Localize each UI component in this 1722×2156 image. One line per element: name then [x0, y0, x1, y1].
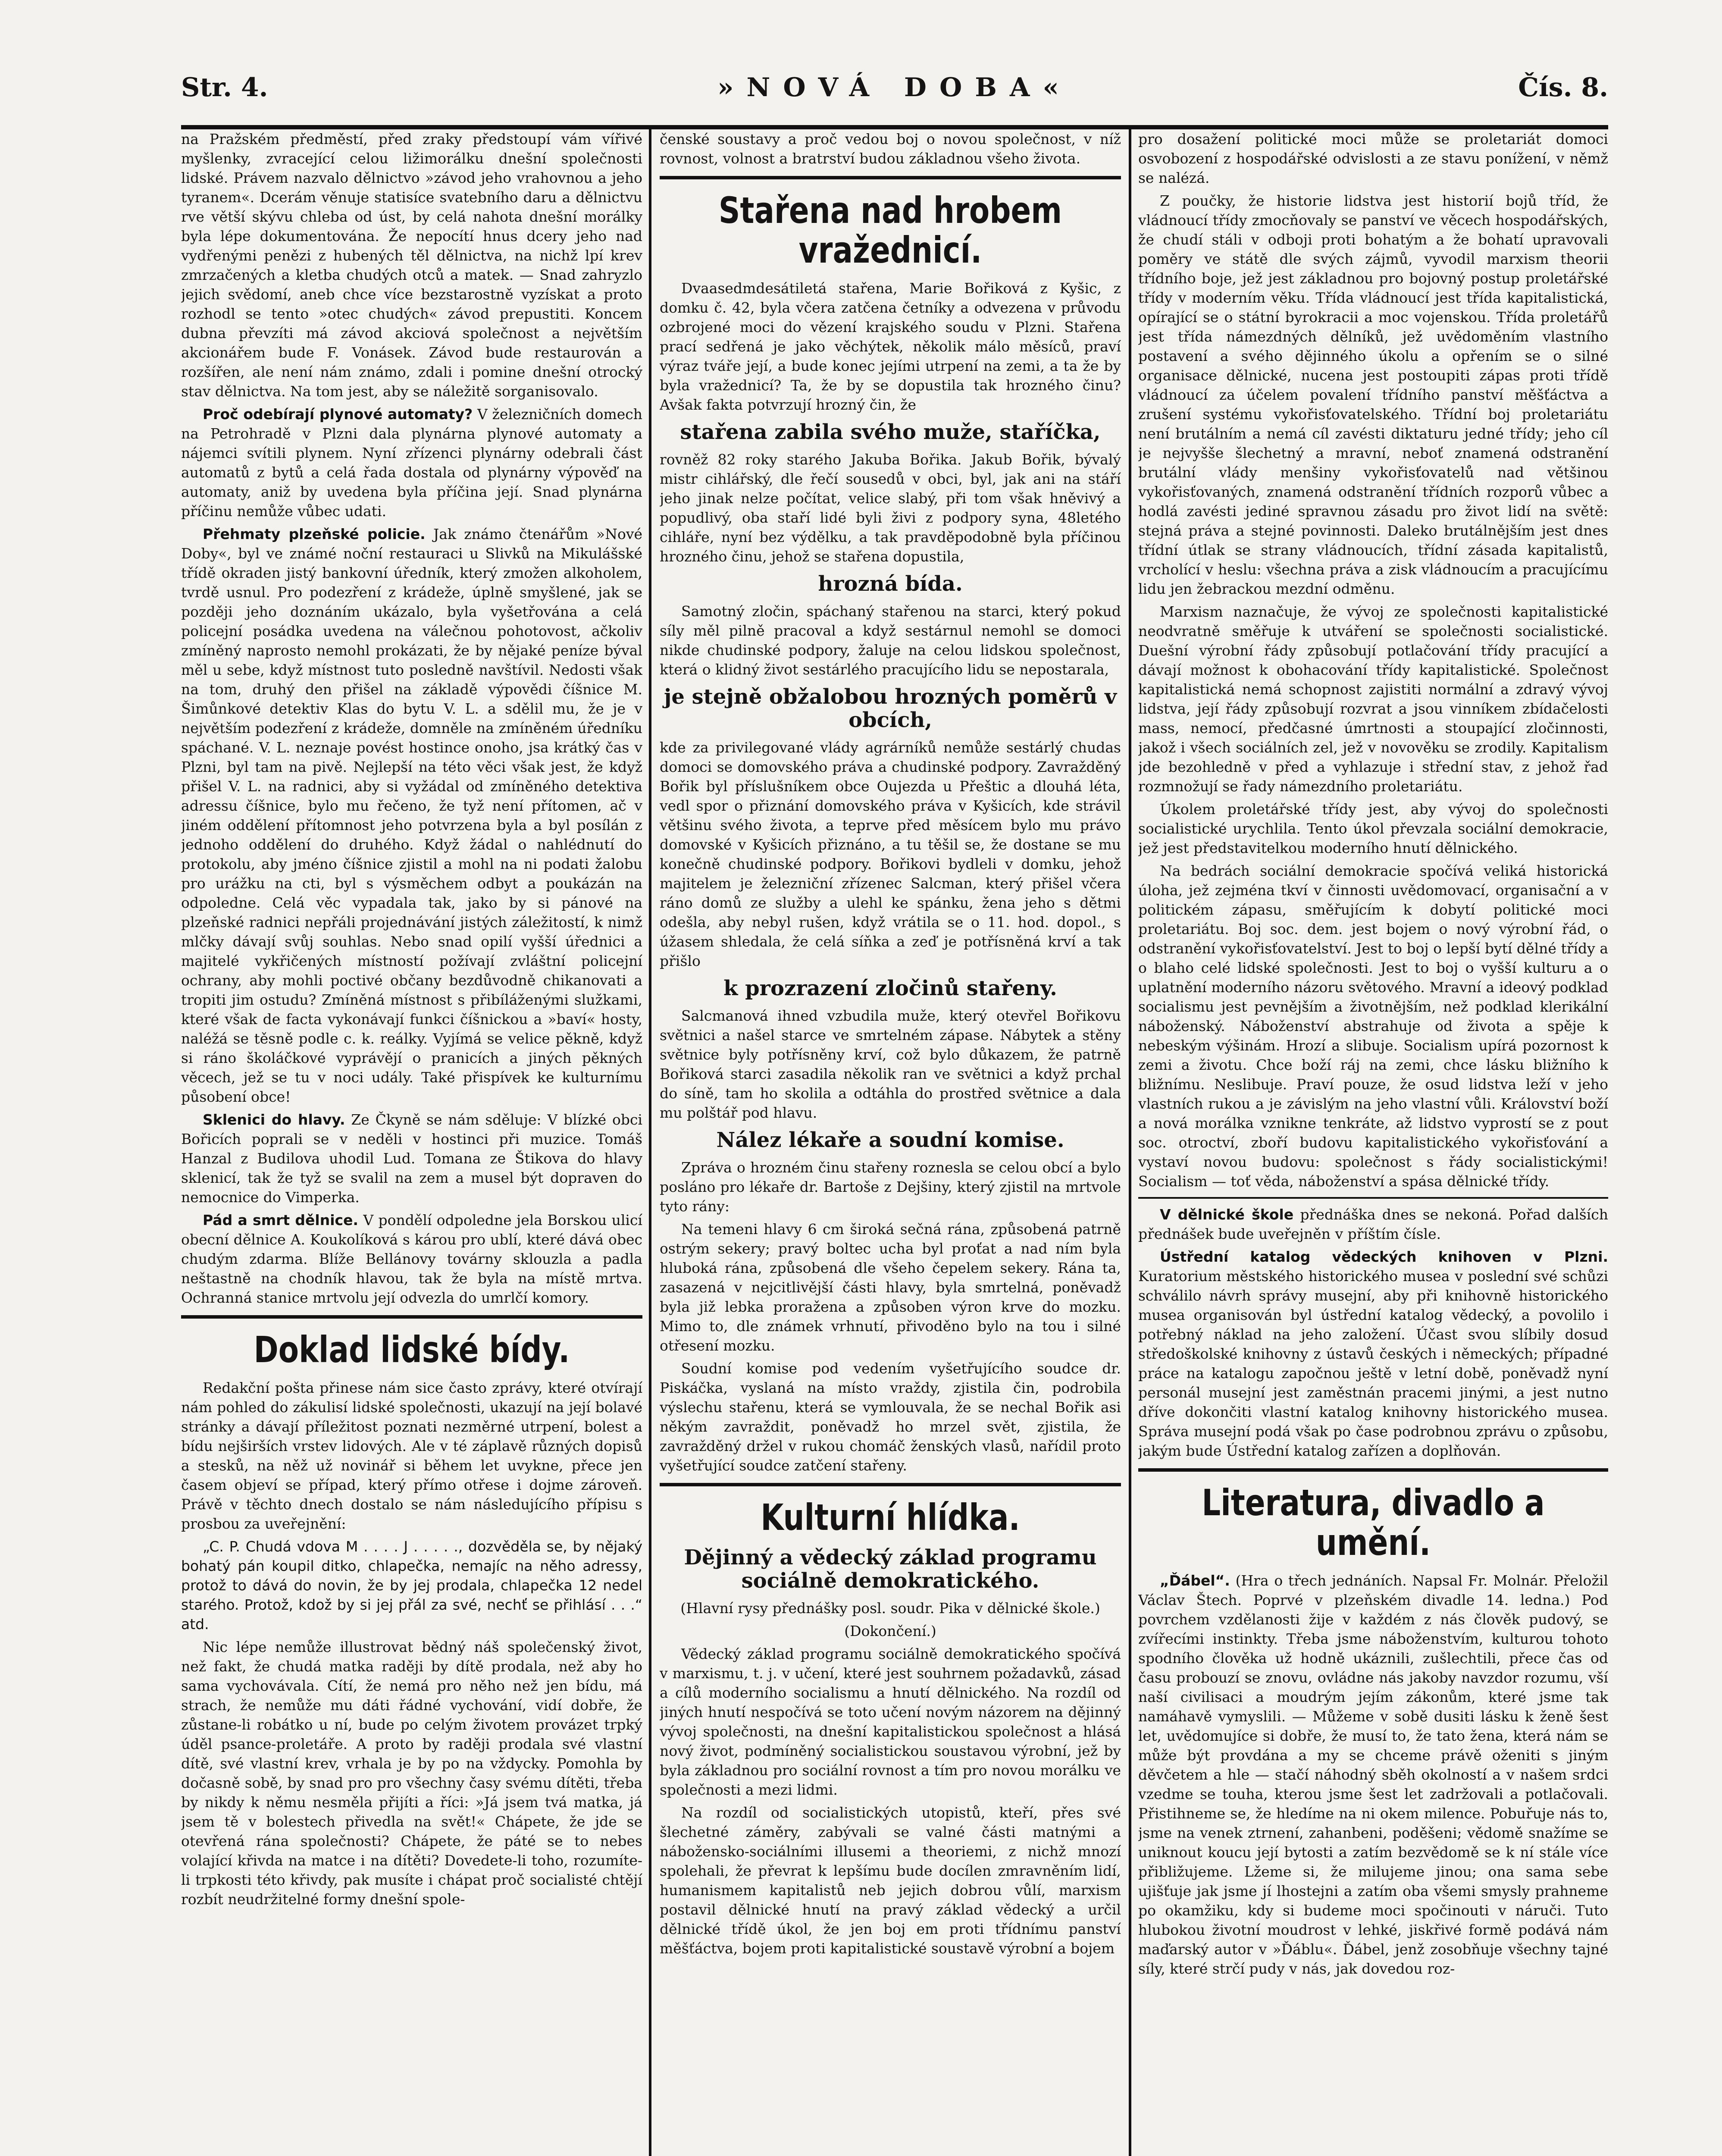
- news-rubric: Proč odebírají plynové automaty?: [203, 406, 473, 423]
- news-item: [181, 1110, 642, 1207]
- article-paragraph: Vědecký základ programu sociálně demokratického spočívá v marxismu, t. j. v učení, které jest souhrnem požadavků, zásad a cílů moderního socialismu a hnutí dělnického. Na rozdíl od jiných hnutí nespočívá se toto učení novým názorem na dějinný vývoj společnosti, na dnešní kapitalistickou společnost a hlásá nový život, podmíněný socialistickou soustavou výrobní, jež by byla základnou pro sociální rovnost a tím pro novou morálku ve společnosti a mezi lidmi.: [660, 1645, 1121, 1798]
- article-subhead: hrozná bída.: [818, 572, 963, 596]
- news-item: [181, 524, 642, 1106]
- news-item: [1138, 1205, 1608, 1244]
- column-rule: [1129, 129, 1131, 2156]
- issue-number: Čís. 8.: [1518, 72, 1608, 103]
- article-paragraph: Marxism naznačuje, že vývoj ze společnosti kapitalistické neodvratně směřuje k utváření se společnosti socialistické. Duešní výrobní řády způsobují potlačování třídy pracující a dávají možnost k obohacování třídy kapitalistické. Společnost kapitalistická nemá schopnost zajistiti normální a zdravý vývoj lidstva, její řády způsobují rozvrat a jsou vinníkem zbídačelosti mass, nemocí, předčasné úmrtnosti a stoupající zločinnosti, jakož i všech sociálních zel, jež v novověku se zrodily. Kapitalism jde bezohledně v před a vyhlazuje i střední stav, z jehož řad rozmnožují se řady námezdního proletariátu.: [1138, 603, 1608, 795]
- review-item: [1138, 1571, 1608, 1978]
- lecture-title: Dějinný a vědecký základ programu sociálně demokratického.: [684, 1545, 1097, 1593]
- article-paragraph: Redakční pošta přinese nám sice často zprávy, které otvírají nám pohled do zákulisí lidské společnosti, ukazují na její bolavé stránky a dávají příležitost poznati nezměrné utrpení, bolest a bídu nejširších vrstev lidových. Ale v té záplavě různých dopisů a stesků, na něž už novinář si během let uvykne, přece jen časem objeví se případ, který přímo otřese i dojme zároveň. Právě v těchto dnech dostalo se nám následujícího přípisu s prosbou za uveřejnění:: [181, 1379, 642, 1532]
- news-text: přednáška dnes se nekoná. Pořad dalších přednášek bude uveřejněn v příštím čísle.: [1138, 1206, 1608, 1242]
- news-text: V železničních domech na Petrohradě v Plzni dala plynárna plynové automaty a nájemci svítili plynem. Nyní zřízenci plynárny odebrali část automatů z bytů a celá řada dostala od plynárny výpověď na automaty, aniž by uvedena byla příčina její. Snad plynárna příčinu nemůže vůbec udati.: [181, 406, 642, 520]
- column-1: [181, 129, 642, 2156]
- page-header: [181, 65, 1608, 129]
- news-rubric: Přehmaty plzeňské policie.: [203, 526, 426, 542]
- article-paragraph: rovněž 82 roky starého Jakuba Bořika. Jakub Bořik, bývalý mistr cihlářský, dle řečí sousedů v obci, byl, jak ani na stáří jeho jinak nelze počítat, velice slabý, při tom však hněvivý a popudlivý, oba staří lidé byli živi z podpory syna, 48letého cihláře, nyní bez výdělku, a tak pravděpodobně byla příčinou hrozného činu, jehož se stařena dopustila,: [660, 451, 1121, 565]
- review-text: (Hra o třech jednáních. Napsal Fr. Molnár. Přeložil Václav Štech. Poprvé v plzeňském divadle 14. ledna.) Pod povrchem vzdělanosti žije v každém z nás člověk pudový, se zvířecími instinkty. Třeba jsme náboženstvím, kulturou tohoto spodního člověka už hodně ukáznili, zušlechtili, přece čas od času probouzí se znovu, ovládne nás jakoby navzdor rozumu, vší naší civilisaci a moudrým jejím zákonům, které jsme tak namáhavě vymyslili. — Můžeme v sobě dusiti lásku k ženě šest let, uvědomujíce si dobře, že musí to, že tato žena, která nám se může být provdána a my se chceme právě oženiti s jiným děvčetem a hle — stačí náhodný sběh okolností a v našem srdci vzedme se touha, kterou jsme šest let zadržovali a potlačovali. Přistihneme se, že hledíme na ni okem milence. Pobuřuje nás to, jsme na venek ztrnení, zahanbeni, poděšeni; vědomě snažíme se uniknout koucu její bytosti a zatím bezvědomě se k ní stále více přibližujeme. Lžeme si, že milujeme jinou; ona sama sebe ujišťuje jak jsme jí lhostejni a zatím oba všemi smysly prahneme po okamžiku, kdy si budeme moci spočinouti v náruči. Tuto hlubokou životní moudrost v lehké, jiskřivé formě podává nám maďarský autor v »Ďáblu«. Ďábel, jenž zosobňuje všechny tajné síly, které strčí pudy v nás, jak dovedou roz-: [1138, 1572, 1608, 1977]
- news-item: [181, 404, 642, 521]
- news-item: [1138, 1247, 1608, 1460]
- news-rubric: Pád a smrt dělnice.: [203, 1212, 359, 1228]
- continuation-note: (Dokončení.): [844, 1623, 936, 1639]
- article-paragraph: Zpráva o hrozném činu stařeny roznesla se celou obcí a bylo posláno pro lékaře dr. Bartoše z Dejšiny, který zjistil na mrtvole tyto rány:: [660, 1159, 1121, 1215]
- newspaper-title: »NOVÁ DOBA«: [717, 72, 1072, 103]
- article-paragraph: kde za privilegované vlády agrárníků nemůže sestárlý chudas domoci se domovského práva a chudinské podpory. Zavražděný Bořik byl příslušníkem obce Oujezda u Přeštic a dlouhá léta, vedl spor o přiznání domovského práva v Kyšicích, kde strávil většinu svého života, a teprve před měsícem bylo mu právo domovské v Kyšicích přiznáno, a tu těšil se, že dostane se mu konečně chudinské podpory. Bořikovi bydleli v domku, jehož majitelem je železniční zřízenec Salcman, který přišel včera ráno domů ze služby a ulehl ke spánku, žena jeho s dětmi odešla, aby nebyl rušen, když vrátila se o 11. hod. dopol., s úžasem shledala, že celá síňka a zeď je potřísněná krví a tak přišlo: [660, 739, 1121, 969]
- review-title: „Ďábel“.: [1160, 1572, 1230, 1589]
- article-subhead: stařena zabila svého muže, staříčka,: [680, 420, 1101, 444]
- article-paragraph: Na temeni hlavy 6 cm široká sečná rána, způsobená patrně ostrým sekery; pravý boltec ucha byl proťat a nad ním byla hluboká rána, způsobená dle všeho čepelem sekery. Rána ta, zasazená v nejcitlivější části hlavy, byla smrtelná, poněvadž byla již lebka proražena a způsoben výron krve do mozku. Mimo to, dle známek vrhnutí, přivoděno bylo na tou i silné otřesení mozku.: [660, 1221, 1121, 1354]
- article-paragraph: na Pražském předměstí, před zraky předstoupí vám vířivé myšlenky, zvracející celou ližimorálku dnešní společnosti lidské. Právem nazvalo dělnictvo »závod jeho vrahovnou a jeho tyranem«. Dcerám věnuje statisíce svatebního daru a dělnictvu rve větší skývu chleba od úst, by celá nahota dnešní morálky byla lépe dokumentována. Že nepocítí hnus dcery jeho nad vydřenými penězi z hubených těl dělnictva, na nichž lpí krev zmrzačených a kletba chudých otců a matek. — Snad zahryzlo jejich svědomí, aneb chce více bezstarostně vyzískat a proto rozhodl se tento »otec chudých« závod prepustiti. Koncem dubna převzíti má závod akciová společnost a největším akcionářem bude F. Vonásek. Závod bude restaurován a rozšířen, ale není nám známo, zdali i pomine dnešní otrocký stav dělnictva. Na tom jest, aby se náležitě sorganisovalo.: [181, 131, 642, 400]
- article-paragraph: Soudní komise pod vedením vyšetřujícího soudce dr. Piskáčka, vyslaná na místo vraždy, zjistila čin, podrobila výslechu stařenu, která se vymlouvala, že se nechal Bořik asi někým zavraždit, poněvadž ho mrzel svět, zjistila, že zavražděný držel v rukou chomáč ženských vlasů, nařídil proto vyšetřující soudce zatčení stařeny.: [660, 1360, 1121, 1474]
- article-paragraph: Z poučky, že historie lidstva jest historií bojů tříd, že vládnoucí třídy zmocňovaly se panství ve věcech hospodářských, že chudí stáli v odboji proti bohatým a že bohatí upravovali poměry ve státě dle svých zájmů, vyvodil marxism theorii třídního boje, jež jest základnou pro bojovný postup proletářské třídy v moderním věku. Třída vládnoucí jest třída kapitalistická, opírající se o státní byrokracii a moc vojenskou. Třída proletářů jest třída námezdných dělníků, jež uvědoměním vlastního postavení a svého dějinného úkolu a opřením se o silné organisace dělnické, nucena jest postoupiti zápas proti třídě vládnoucí za účelem povalení třídního panství měšťáctva a zrušení systému vykořisťovatelského. Třídní boj proletariátu není brutálním a nemá cíl zavésti diktaturu jedné třídy; jeho cíl je nejvyšše šlechetný a mravní, neboť znamená odstranění brutální vlády menšiny vykořisťovatelů nad většinou vykořisťovaných, znamená odstranění třídních rozporů vůbec a hodlá zavésti jediné spravnou zásadu pro život lidí na světě: stejná práva a stejné povinnosti. Daleko brutálnějším jest dnes třídní útlak se strany vládnoucích, třídní zásada kapitalistů, vrcholící v heslu: všechna práva a zisk vládnoucím a pracujícímu lidu jen žebrackou mezdní odměnu.: [1138, 192, 1608, 597]
- column-rule: [649, 129, 651, 2156]
- article-paragraph: pro dosažení politické moci může se proletariát domoci osvobození z hospodářské odvislosti a ze stavu ponížení, v němž se nalézá.: [1138, 131, 1608, 186]
- news-text: Ze Čkyně se nám sděluje: V blízké obci Bořicích poprali se v neděli v hostinci při muzice. Tomáš Hanzal z Budilova uhodil Lud. Tomana ze Štikova do hlavy sklenicí, tak že tyž se svalil na zem a musel být dopraven do nemocnice do Vimperka.: [181, 1111, 642, 1206]
- news-text: Jak známo čtenářům »Nové Doby«, byl ve známé noční restauraci u Slivků na Mikulášské třídě okraden jistý bankovní úředník, který zmožen alkoholem, tvrdě usnul. Pro podezření z krádeže, úplně smyšlené, jak se později jeho doznáním ukázalo, byla vyšetřována a celá policejní posádka uvedena na válečnou pohotovost, ačkoliv zmíněný naprosto nemohl prokázati, že by nějaké peníze býval měl u sebe, když místnost tuto posledně navštívil. Nedosti však na tom, druhý den přišel na základě výpovědi číšnice M. Šimůnkové detektiv Klas do bytu V. L. a sdělil mu, že je v největším podezření z krádeže, domněle na zmíněném úředníku spáchané. V. L. neznaje povést hostince onoho, jsa krátký čas v Plzni, byl tam na pivě. Nejlepší na této věci však jest, že když přišel V. L. na radnici, aby si vyžádal od zmíněného detektiva adressu číšnice, bylo mu řečeno, že tyž není přítomen, ač v jiném oddělení přítomnost jeho potvrzena byla a byl posílán z jednoho oddělení do druhého. Když žádal o nahlédnutí do protokolu, aby jméno číšnice zjistil a mohl na ni podati žalobu pro urážku na cti, byl s výsměchem odbyt a poukázán na odpoledne. Celá věc vypadala tak, jako by si pánové na plzeňské radnici nepřáli projednávání jistých záležitostí, k nimž mlčky dávají svůj souhlas. Nebo snad opilí vyšší úřednici a majitelé vykřičených místností požívají zvláštní policejní ochrany, aby mohli poctivé občany bezdůvodně chikanovati a tropiti jim ostudu? Zmíněná místnost s přibíláženými služkami, které však de facta vykonávají funkci číšnickou a »baví« hosty, naléžá se těsně podle c. k. reálky. Vyjímá se velice pěkně, když si ráno školáčkové vyprávějí o pranicích a jiných pěkných věcech, jež se tu v noci udály. Také přispívek ke kulturnímu působení obce!: [181, 526, 642, 1105]
- article-paragraph: Na bedrách sociální demokracie spočívá veliká historická úloha, jež zejména tkví v činnosti uvědomovací, organisační a v politickém zápasu, směřujícím k dobytí politické moci proletariátu. Boj soc. dem. jest bojem o nový výrobní řád, o odstranění vykořisťovatelství. Jest to boj o lepší bytí dělné třídy a o blaho celé lidské společnosti. Jest to boj o vyšší kulturu a o uplatnění moderního názoru světového. Mravní a ideový podklad socialismu jest pevnějším a životnějším, než podklad klerikální náboženský. Náboženství abstrahuje od života a spěje k nebeským výšinám. Hrozí a slibuje. Socialism upírá pozornost k zemi a životu. Chce boží ráj na zemi, chce lásku bližního k bližnímu. Neslibuje. Praví pouze, že osud lidstva leží v jeho vlastních rukou a je závislým na jeho vlastní vůli. Království boží a nová morálka vznikne tenkráte, až lidstvo vyprostí se z pout soc. otroctví, zboří budovu kapitalistického vykořisťování a vystaví novou budovu: společnost s řády socialistickými! Socialism — toť věda, náboženství a spása dělnické třídy.: [1138, 862, 1608, 1190]
- news-text: V pondělí odpoledne jela Borskou ulicí obecní dělnice A. Koukolíková s károu pro ublí, které dává obec chudým zdarma. Blíže Bellánovy továrny sklouzla a padla neštastně na chodník hlavou, tak že byla na místě mrtva. Ochranná stanice mrtvolu její odvezla do umrlčí komory.: [181, 1212, 642, 1306]
- section-headline: Kulturní hlídka.: [761, 1496, 1020, 1539]
- article-paragraph: Samotný zločin, spáchaný stařenou na starci, který pokud síly měl pilně pracoval a když sestárnul nemohl se domoci nikde chudinské podpory, žaluje na celou lidskou společnost, která o klidný život sestárlého pracujícího lidu se nepostarala,: [660, 603, 1121, 678]
- section-headline: Literatura, divadlo a umění.: [1202, 1482, 1545, 1564]
- news-rubric: Ústřední katalog vědeckých knihoven v Plzni.: [1160, 1248, 1608, 1265]
- article-subhead: Nález lékaře a soudní komise.: [716, 1128, 1065, 1152]
- article-headline: Stařena nad hrobem vražednicí.: [718, 189, 1062, 271]
- news-rubric: V dělnické škole: [1160, 1206, 1294, 1223]
- article-paragraph: Dvaasedmdesátiletá stařena, Marie Bořiková z Kyšic, z domku č. 42, byla včera zatčena četníky a odvezena v průvodu ozbrojené moci do vězení krajského soudu v Plzni. Stařena prací sedřená je jako věchýtek, několik málo měsíců, praví výraz tváře její, a bude konec jejími utrpení na zemi, a ta že by byla vražednicí? Ta, že by se dopustila tak hrozného činu? Avšak fakta potvrzují hrozný čin, že: [660, 280, 1121, 413]
- article-paragraph: Salcmanová ihned vzbudila muže, který otevřel Bořikovu světnici a našel starce ve smrtelném zápase. Nábytek a stěny světnice byly potřísněny krví, což bylo důkazem, že patrně Bořiková starci zasadila několik ran ve světnici a když prchal do síně, tam ho skolila a odtáhla do prostřed světnice a dala mu polštář pod hlavu.: [660, 1007, 1121, 1121]
- article-headline: Doklad lidské bídy.: [254, 1329, 570, 1371]
- news-item: [181, 1210, 642, 1307]
- section-divider: [660, 1483, 1121, 1486]
- column-2: [660, 129, 1121, 2156]
- quoted-letter: „C. P. Chudá vdova M . . . . J . . . . ., dozvěděla se, by nějaký bohatý pán koupil ditko, chlapečka, nemajíc na něho adressy, protož to dává do novin, že by jej prodala, chlapečka 12 nedel starého. Protož, kdož by si jej přál za své, nechť se přihlásí . . .“ atd.: [181, 1538, 642, 1633]
- article-subhead: je stejně obžalobou hrozných poměrů v obcích,: [664, 685, 1117, 732]
- section-divider: [181, 1315, 642, 1319]
- article-subhead: k prozrazení zločinů stařeny.: [723, 976, 1057, 1000]
- article-paragraph: Na rozdíl od socialistických utopistů, kteří, přes své šlechetné záměry, zabývali se valné části matnými a nábožensko-sociálními illusemi a theoriemi, z nichž mnozí spolehali, že převrat k lepšímu bude docílen zmravněním lidí, humanismem kapitalistů neb jejich dobrou vůlí, marxism postavil dělnické hnutí na pravý základ vědecký a určil dělnické třídě úkol, že jen boj em proti třídnímu panství měšťáctva, bojem proti kapitalistické soustavě výrobní a bojem: [660, 1804, 1121, 1957]
- news-rubric: Sklenici do hlavy.: [203, 1111, 345, 1128]
- news-text: Kuratorium městského historického musea v poslední své schůzi schválilo návrh správy musejní, aby při knihovně historického musea organisován byl ústřední katalog vědecký, a povolilo i potřebný náklad na jeho založení. Účast svou slíbily dosud středoškolské knihovny z ústavů českých i německých; případné práce na katalogu započnou ještě v letní době, poněvadž nyní personál musejní jest zaměstnán pracemi jinými, a jest nutno dříve dokončiti vlastní katalog knihovny historického musea. Správa musejní podá však po čase podrobnou zprávu o způsobu, jakým bude Ústřední katalog zařízen a doplňován.: [1138, 1268, 1608, 1459]
- article-paragraph: čenské soustavy a proč vedou boj o novou společnost, v níž rovnost, volnost a bratrství budou základnou všeho života.: [660, 131, 1121, 167]
- article-paragraph: Nic lépe nemůže illustrovat bědný náš společenský život, než fakt, že chudá matka raději by dítě prodala, než aby ho sama vychovávala. Cítí, že nemá pro něho než jen bídu, má strach, že nemůže mu dáti řádné vychování, vidí dobře, že zůstane-li robátko u ní, bude po celým životem provázet trpký úděl psance-proletáře. A proto by raději prodala své vlastní dítě, své vlastní krev, vrhala je by po na vždycky. Pomohla by dočasně sobě, by snad pro pro všechny časy svému dítěti, třeba by nikdy k němu nesměla přijíti a říci: »Já jsem tvá matka, já jsem tě v bolestech přivedla na svět!« Chápete, že jde se otevřená rána společnosti? Chápete, že páté se to nebes volající křivda na matce i na dítěti? Dovedete-li toho, rozumíte-li trpkosti této křivdy, pak musíte i chápat proč socialisté chtějí rozbít neudržitelné formy dnešní spole-: [181, 1639, 642, 1908]
- column-3: [1138, 129, 1608, 2156]
- section-divider: [1138, 1197, 1608, 1199]
- page-number: Str. 4.: [181, 72, 268, 103]
- article-paragraph: Úkolem proletářské třídy jest, aby vývoj do společnosti socialistické urychlila. Tento úkol převzala sociální demokracie, jež jest představitelkou moderního hnutí dělnického.: [1138, 801, 1608, 856]
- section-divider: [1138, 1468, 1608, 1472]
- lecture-note: (Hlavní rysy přednášky posl. soudr. Pika v dělnické škole.): [680, 1600, 1100, 1617]
- section-divider: [660, 176, 1121, 179]
